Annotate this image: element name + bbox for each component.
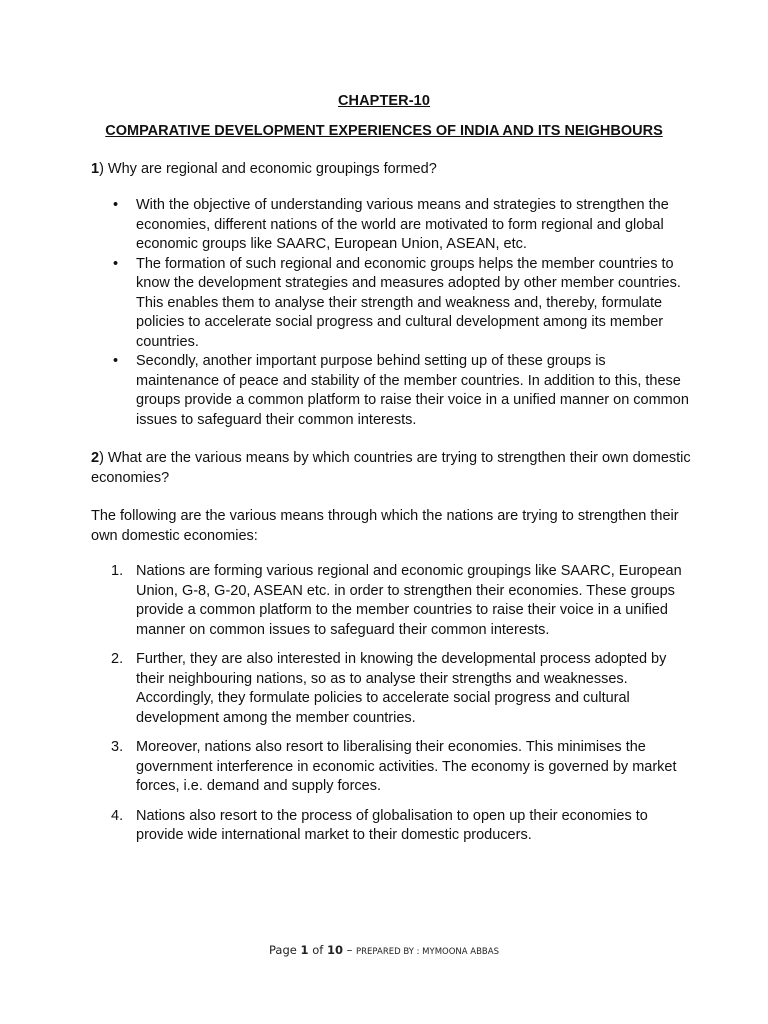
- question-2-number: 2: [91, 450, 100, 466]
- question-2-text: ) What are the various means by which countries are trying to strengthen their own domestic economies?: [91, 450, 691, 486]
- item-number: 2.: [111, 651, 124, 667]
- chapter-heading: CHAPTER-10: [337, 93, 431, 109]
- bullet-icon: •: [113, 197, 119, 213]
- bullet-icon: •: [113, 255, 119, 272]
- list-item: [91, 196, 691, 255]
- question-1-text: ) Why are regional and economic groupings formed?: [99, 161, 437, 177]
- list-item: [91, 738, 691, 797]
- footer-dash: –: [346, 943, 353, 957]
- list-item: [91, 807, 691, 846]
- item-number: 1.: [111, 563, 124, 579]
- footer-of-word: of: [312, 943, 324, 957]
- question-1: [91, 160, 691, 180]
- chapter-title: COMPARATIVE DEVELOPMENT EXPERIENCES OF INDIA AND ITS NEIGHBOURS: [105, 123, 663, 139]
- footer-page-total: 10: [326, 943, 343, 957]
- question-2-list: [91, 562, 691, 856]
- question-2: [91, 449, 691, 488]
- item-number: 3.: [111, 739, 124, 755]
- item-text: Nations also resort to the process of globalisation to open up their economies to provide wide international market to their domestic producers.: [136, 807, 648, 843]
- item-text: Nations are forming various regional and economic groupings like SAARC, European Union, G-8, G-20, ASEAN etc. in order to strengthen their economies. These groups provide a common platform to the member countries to raise their voice in a unified manner on common issues to safeguard their common interests.: [136, 563, 682, 638]
- page-footer: [0, 943, 768, 957]
- bullet-text: Secondly, another important purpose behind setting up of these groups is maintenance of peace and stability of the member countries. In addition to this, these groups provide a common platform to raise their voice in a unified manner on common issues to safeguard their common interests.: [136, 353, 689, 428]
- question-1-number: 1: [91, 161, 100, 177]
- list-item: [91, 562, 691, 640]
- item-number: 4.: [111, 807, 124, 824]
- footer-page-current: 1: [300, 943, 309, 957]
- item-text: Moreover, nations also resort to liberalising their economies. This minimises the government interference in economic activities. The economy is governed by market forces, i.e. demand and supply forces.: [136, 739, 677, 794]
- footer-prepared-by: PREPARED BY : MYMOONA ABBAS: [356, 947, 499, 957]
- list-item: [91, 650, 691, 728]
- question-2-intro: The following are the various means through which the nations are trying to strengthen their own domestic economies:: [91, 508, 679, 544]
- list-item: [91, 352, 691, 430]
- question-1-bullets: [91, 196, 691, 430]
- bullet-text: With the objective of understanding various means and strategies to strengthen the economies, different nations of the world are motivated to form regional and global economic groups like SAARC, European Union, ASEAN, etc.: [136, 197, 669, 252]
- item-text: Further, they are also interested in knowing the developmental process adopted by their neighbouring nations, so as to analyse their strengths and weaknesses. Accordingly, they formulate policies to accelerate social progress and cultural development among the member countries.: [136, 651, 667, 726]
- footer-page-word: Page: [269, 943, 297, 957]
- bullet-text: The formation of such regional and economic groups helps the member countries to know the development strategies and measures adopted by other member countries. This enables them to analyse their strength and weakness and, thereby, formulate policies to accelerate social progress and cultural development among its member countries.: [136, 255, 681, 350]
- list-item: [91, 255, 691, 353]
- bullet-icon: •: [113, 353, 119, 369]
